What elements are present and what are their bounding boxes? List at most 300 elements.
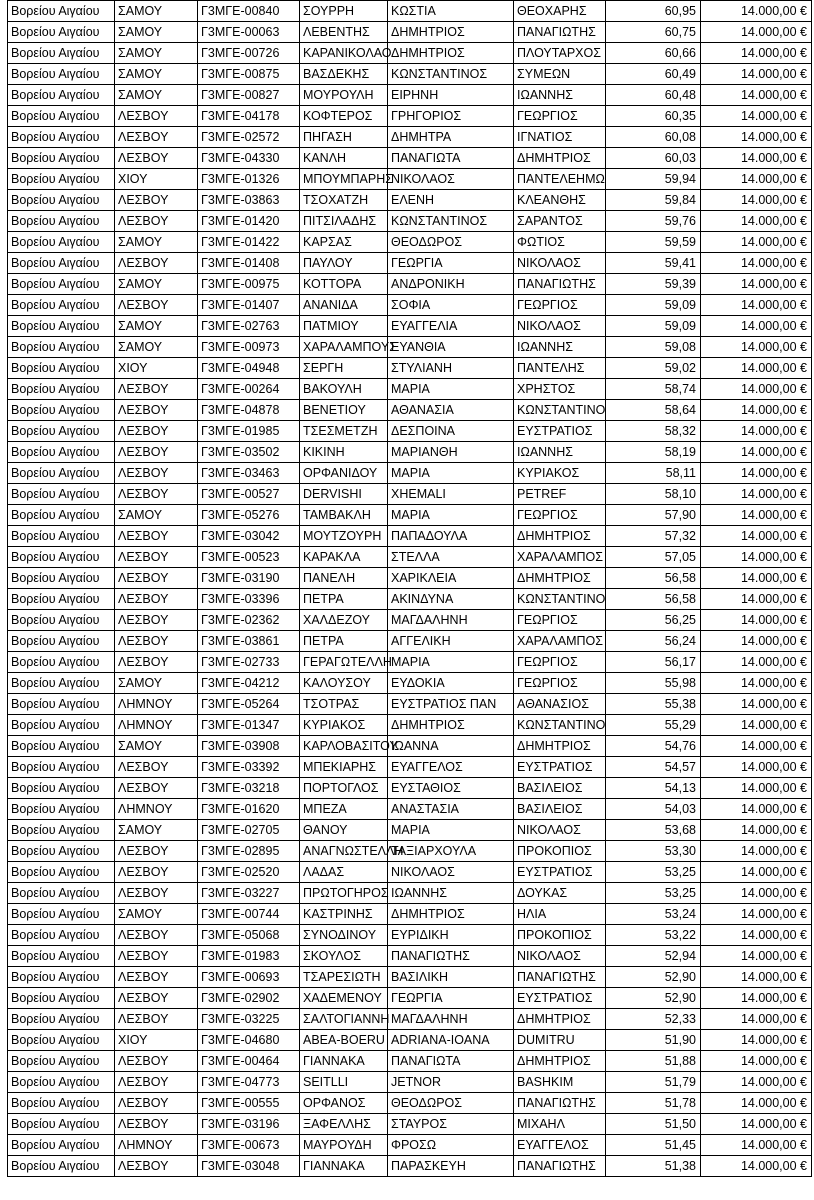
region-cell: Βορείου Αιγαίου [8, 736, 115, 757]
region-cell: Βορείου Αιγαίου [8, 631, 115, 652]
first-name-cell: ΓΕΩΡΓΙΑ [388, 988, 514, 1009]
surname-cell: ΒΑΣΔΕΚΗΣ [300, 64, 388, 85]
prefecture-cell: ΛΕΣΒΟΥ [115, 106, 198, 127]
score-cell: 54,76 [606, 736, 701, 757]
score-cell: 51,38 [606, 1156, 701, 1177]
score-cell: 52,94 [606, 946, 701, 967]
father-name-cell: ΔΗΜΗΤΡΙΟΣ [514, 526, 606, 547]
amount-cell: 14.000,00 € [701, 1009, 812, 1030]
region-cell: Βορείου Αιγαίου [8, 1093, 115, 1114]
score-cell: 59,59 [606, 232, 701, 253]
surname-cell: ΧΑΔΕΜΕΝΟΥ [300, 988, 388, 1009]
table-row [8, 547, 812, 568]
first-name-cell: ΘΕΟΔΩΡΟΣ [388, 1093, 514, 1114]
amount-cell: 14.000,00 € [701, 757, 812, 778]
region-cell: Βορείου Αιγαίου [8, 1009, 115, 1030]
application-code-cell: Γ3ΜΓΕ-04212 [198, 673, 300, 694]
application-code-cell: Γ3ΜΓΕ-03863 [198, 190, 300, 211]
score-cell: 60,48 [606, 85, 701, 106]
table-row [8, 148, 812, 169]
application-code-cell: Γ3ΜΓΕ-00673 [198, 1135, 300, 1156]
father-name-cell: ΕΥΣΤΡΑΤΙΟΣ [514, 421, 606, 442]
table-body [8, 1, 812, 1177]
first-name-cell: ΠΑΡΑΣΚΕΥΗ [388, 1156, 514, 1177]
score-cell: 58,32 [606, 421, 701, 442]
prefecture-cell: ΣΑΜΟΥ [115, 22, 198, 43]
application-code-cell: Γ3ΜΓΕ-02763 [198, 316, 300, 337]
surname-cell: ΚΟΦΤΕΡΟΣ [300, 106, 388, 127]
application-code-cell: Γ3ΜΓΕ-00973 [198, 337, 300, 358]
prefecture-cell: ΣΑΜΟΥ [115, 505, 198, 526]
father-name-cell: ΙΓΝΑΤΙΟΣ [514, 127, 606, 148]
application-code-cell: Γ3ΜΓΕ-05276 [198, 505, 300, 526]
first-name-cell: ΕΥΑΓΓΕΛΙΑ [388, 316, 514, 337]
surname-cell: ΚΑΣΤΡΙΝΗΣ [300, 904, 388, 925]
surname-cell: ΠΑΤΜΙΟΥ [300, 316, 388, 337]
score-cell: 52,90 [606, 988, 701, 1009]
amount-cell: 14.000,00 € [701, 862, 812, 883]
region-cell: Βορείου Αιγαίου [8, 379, 115, 400]
score-cell: 55,29 [606, 715, 701, 736]
surname-cell: ΣΟΥΡΡΗ [300, 1, 388, 22]
table-row [8, 736, 812, 757]
first-name-cell: ΕΛΕΝΗ [388, 190, 514, 211]
first-name-cell: ΑΘΑΝΑΣΙΑ [388, 400, 514, 421]
amount-cell: 14.000,00 € [701, 169, 812, 190]
surname-cell: ΧΑΛΔΕΖΟΥ [300, 610, 388, 631]
region-cell: Βορείου Αιγαίου [8, 778, 115, 799]
father-name-cell: ΠΡΟΚΟΠΙΟΣ [514, 841, 606, 862]
father-name-cell: ΕΥΣΤΡΑΤΙΟΣ [514, 757, 606, 778]
application-code-cell: Γ3ΜΓΕ-01408 [198, 253, 300, 274]
region-cell: Βορείου Αιγαίου [8, 967, 115, 988]
prefecture-cell: ΛΕΣΒΟΥ [115, 946, 198, 967]
amount-cell: 14.000,00 € [701, 1051, 812, 1072]
prefecture-cell: ΛΕΣΒΟΥ [115, 379, 198, 400]
region-cell: Βορείου Αιγαίου [8, 295, 115, 316]
region-cell: Βορείου Αιγαίου [8, 22, 115, 43]
father-name-cell: ΠΑΝΑΓΙΩΤΗΣ [514, 1156, 606, 1177]
father-name-cell: ΙΩΑΝΝΗΣ [514, 85, 606, 106]
surname-cell: ΚΑΛΟΥΣΟΥ [300, 673, 388, 694]
amount-cell: 14.000,00 € [701, 631, 812, 652]
father-name-cell: ΚΛΕΑΝΘΗΣ [514, 190, 606, 211]
region-cell: Βορείου Αιγαίου [8, 925, 115, 946]
score-cell: 60,49 [606, 64, 701, 85]
score-cell: 53,24 [606, 904, 701, 925]
amount-cell: 14.000,00 € [701, 715, 812, 736]
table-row [8, 1093, 812, 1114]
prefecture-cell: ΣΑΜΟΥ [115, 274, 198, 295]
table-row [8, 820, 812, 841]
prefecture-cell: ΣΑΜΟΥ [115, 673, 198, 694]
prefecture-cell: ΛΕΣΒΟΥ [115, 568, 198, 589]
score-cell: 59,09 [606, 316, 701, 337]
table-row [8, 400, 812, 421]
table-row [8, 127, 812, 148]
prefecture-cell: ΣΑΜΟΥ [115, 64, 198, 85]
prefecture-cell: ΛΕΣΒΟΥ [115, 400, 198, 421]
surname-cell: ABEA-BOERU [300, 1030, 388, 1051]
amount-cell: 14.000,00 € [701, 127, 812, 148]
region-cell: Βορείου Αιγαίου [8, 400, 115, 421]
region-cell: Βορείου Αιγαίου [8, 43, 115, 64]
region-cell: Βορείου Αιγαίου [8, 484, 115, 505]
score-cell: 56,58 [606, 568, 701, 589]
region-cell: Βορείου Αιγαίου [8, 673, 115, 694]
prefecture-cell: ΛΕΣΒΟΥ [115, 1114, 198, 1135]
amount-cell: 14.000,00 € [701, 190, 812, 211]
application-code-cell: Γ3ΜΓΕ-01347 [198, 715, 300, 736]
application-code-cell: Γ3ΜΓΕ-00744 [198, 904, 300, 925]
surname-cell: ΣΥΝΟΔΙΝΟΥ [300, 925, 388, 946]
application-code-cell: Γ3ΜΓΕ-01620 [198, 799, 300, 820]
amount-cell: 14.000,00 € [701, 673, 812, 694]
amount-cell: 14.000,00 € [701, 379, 812, 400]
first-name-cell: ΣΤΑΥΡΟΣ [388, 1114, 514, 1135]
surname-cell: ΧΑΡΑΛΑΜΠΟΥΣ [300, 337, 388, 358]
surname-cell: ΠΕΤΡΑ [300, 631, 388, 652]
region-cell: Βορείου Αιγαίου [8, 127, 115, 148]
region-cell: Βορείου Αιγαίου [8, 169, 115, 190]
region-cell: Βορείου Αιγαίου [8, 652, 115, 673]
table-row [8, 841, 812, 862]
region-cell: Βορείου Αιγαίου [8, 1114, 115, 1135]
table-row [8, 379, 812, 400]
first-name-cell: ΕΥΣΤΑΘΙΟΣ [388, 778, 514, 799]
region-cell: Βορείου Αιγαίου [8, 946, 115, 967]
surname-cell: ΘΑΝΟΥ [300, 820, 388, 841]
amount-cell: 14.000,00 € [701, 106, 812, 127]
score-cell: 58,10 [606, 484, 701, 505]
first-name-cell: ΑΝΔΡΟΝΙΚΗ [388, 274, 514, 295]
amount-cell: 14.000,00 € [701, 421, 812, 442]
score-cell: 59,41 [606, 253, 701, 274]
score-cell: 53,30 [606, 841, 701, 862]
amount-cell: 14.000,00 € [701, 799, 812, 820]
application-code-cell: Γ3ΜΓΕ-03463 [198, 463, 300, 484]
surname-cell: ΚΥΡΙΑΚΟΣ [300, 715, 388, 736]
first-name-cell: ΔΗΜΗΤΡΙΟΣ [388, 715, 514, 736]
application-code-cell: Γ3ΜΓΕ-02733 [198, 652, 300, 673]
region-cell: Βορείου Αιγαίου [8, 1135, 115, 1156]
first-name-cell: ΕΥΔΟΚΙΑ [388, 673, 514, 694]
region-cell: Βορείου Αιγαίου [8, 1, 115, 22]
score-cell: 58,74 [606, 379, 701, 400]
surname-cell: ΟΡΦΑΝΟΣ [300, 1093, 388, 1114]
table-row [8, 505, 812, 526]
region-cell: Βορείου Αιγαίου [8, 442, 115, 463]
first-name-cell: ΜΑΓΔΑΛΗΝΗ [388, 610, 514, 631]
amount-cell: 14.000,00 € [701, 778, 812, 799]
table-row [8, 190, 812, 211]
surname-cell: ΣΚΟΥΛΟΣ [300, 946, 388, 967]
application-code-cell: Γ3ΜΓΕ-02572 [198, 127, 300, 148]
surname-cell: ΜΠΟΥΜΠΑΡΗΣ [300, 169, 388, 190]
prefecture-cell: ΛΕΣΒΟΥ [115, 1072, 198, 1093]
table-row [8, 1051, 812, 1072]
first-name-cell: ΜΑΡΙΑ [388, 379, 514, 400]
score-cell: 59,09 [606, 295, 701, 316]
surname-cell: DERVISHI [300, 484, 388, 505]
father-name-cell: ΒΑΣΙΛΕΙΟΣ [514, 778, 606, 799]
prefecture-cell: ΛΕΣΒΟΥ [115, 862, 198, 883]
table-row [8, 43, 812, 64]
region-cell: Βορείου Αιγαίου [8, 505, 115, 526]
table-row [8, 85, 812, 106]
region-cell: Βορείου Αιγαίου [8, 715, 115, 736]
prefecture-cell: ΛΗΜΝΟΥ [115, 1135, 198, 1156]
prefecture-cell: ΛΕΣΒΟΥ [115, 967, 198, 988]
father-name-cell: ΓΕΩΡΓΙΟΣ [514, 295, 606, 316]
table-row [8, 778, 812, 799]
first-name-cell: ΔΕΣΠΟΙΝΑ [388, 421, 514, 442]
surname-cell: ΠΟΡΤΟΓΛΟΣ [300, 778, 388, 799]
application-code-cell: Γ3ΜΓΕ-05264 [198, 694, 300, 715]
first-name-cell: ΔΗΜΗΤΡΙΟΣ [388, 904, 514, 925]
table-row [8, 1, 812, 22]
score-cell: 52,33 [606, 1009, 701, 1030]
amount-cell: 14.000,00 € [701, 505, 812, 526]
father-name-cell: ΠΛΟΥΤΑΡΧΟΣ [514, 43, 606, 64]
father-name-cell: ΕΥΑΓΓΕΛΟΣ [514, 1135, 606, 1156]
table-row [8, 715, 812, 736]
amount-cell: 14.000,00 € [701, 1156, 812, 1177]
first-name-cell: ΣΤΕΛΛΑ [388, 547, 514, 568]
application-code-cell: Γ3ΜΓΕ-03225 [198, 1009, 300, 1030]
score-cell: 59,08 [606, 337, 701, 358]
father-name-cell: ΑΘΑΝΑΣΙΟΣ [514, 694, 606, 715]
prefecture-cell: ΛΕΣΒΟΥ [115, 463, 198, 484]
amount-cell: 14.000,00 € [701, 43, 812, 64]
father-name-cell: ΓΕΩΡΓΙΟΣ [514, 106, 606, 127]
application-code-cell: Γ3ΜΓΕ-01422 [198, 232, 300, 253]
table-row [8, 904, 812, 925]
beneficiaries-table [7, 0, 812, 1177]
prefecture-cell: ΛΕΣΒΟΥ [115, 253, 198, 274]
application-code-cell: Γ3ΜΓΕ-04773 [198, 1072, 300, 1093]
first-name-cell: ΠΑΠΑΔΟΥΛΑ [388, 526, 514, 547]
application-code-cell: Γ3ΜΓΕ-01326 [198, 169, 300, 190]
surname-cell: ΞΑΦΕΛΛΗΣ [300, 1114, 388, 1135]
table-row [8, 1135, 812, 1156]
region-cell: Βορείου Αιγαίου [8, 190, 115, 211]
application-code-cell: Γ3ΜΓΕ-03861 [198, 631, 300, 652]
first-name-cell: ΙΩΑΝΝΗΣ [388, 883, 514, 904]
father-name-cell: ΝΙΚΟΛΑΟΣ [514, 946, 606, 967]
application-code-cell: Γ3ΜΓΕ-02705 [198, 820, 300, 841]
amount-cell: 14.000,00 € [701, 967, 812, 988]
prefecture-cell: ΛΕΣΒΟΥ [115, 190, 198, 211]
region-cell: Βορείου Αιγαίου [8, 1156, 115, 1177]
father-name-cell: ΝΙΚΟΛΑΟΣ [514, 253, 606, 274]
first-name-cell: ADRIANA-IOANA [388, 1030, 514, 1051]
table-row [8, 253, 812, 274]
prefecture-cell: ΛΕΣΒΟΥ [115, 589, 198, 610]
first-name-cell: ΜΑΡΙΑ [388, 652, 514, 673]
amount-cell: 14.000,00 € [701, 1072, 812, 1093]
prefecture-cell: ΛΕΣΒΟΥ [115, 1156, 198, 1177]
region-cell: Βορείου Αιγαίου [8, 64, 115, 85]
surname-cell: ΚΑΡΛΟΒΑΣΙΤΟΥ [300, 736, 388, 757]
score-cell: 53,25 [606, 862, 701, 883]
prefecture-cell: ΛΕΣΒΟΥ [115, 295, 198, 316]
amount-cell: 14.000,00 € [701, 736, 812, 757]
surname-cell: ΜΟΥΤΖΟΥΡΗ [300, 526, 388, 547]
father-name-cell: ΧΑΡΑΛΑΜΠΟΣ [514, 547, 606, 568]
application-code-cell: Γ3ΜΓΕ-02520 [198, 862, 300, 883]
application-code-cell: Γ3ΜΓΕ-00875 [198, 64, 300, 85]
prefecture-cell: ΛΕΣΒΟΥ [115, 421, 198, 442]
father-name-cell: ΝΙΚΟΛΑΟΣ [514, 820, 606, 841]
father-name-cell: ΗΛΙΑ [514, 904, 606, 925]
region-cell: Βορείου Αιγαίου [8, 148, 115, 169]
score-cell: 54,57 [606, 757, 701, 778]
application-code-cell: Γ3ΜΓΕ-00527 [198, 484, 300, 505]
surname-cell: ΤΣΑΡΕΣΙΩΤΗ [300, 967, 388, 988]
surname-cell: ΠΕΤΡΑ [300, 589, 388, 610]
application-code-cell: Γ3ΜΓΕ-03190 [198, 568, 300, 589]
score-cell: 53,68 [606, 820, 701, 841]
father-name-cell: ΠΑΝΑΓΙΩΤΗΣ [514, 1093, 606, 1114]
surname-cell: ΑΝΑΓΝΩΣΤΕΛΛΗ [300, 841, 388, 862]
score-cell: 58,19 [606, 442, 701, 463]
father-name-cell: ΔΗΜΗΤΡΙΟΣ [514, 1051, 606, 1072]
prefecture-cell: ΣΑΜΟΥ [115, 232, 198, 253]
score-cell: 51,45 [606, 1135, 701, 1156]
surname-cell: ΓΙΑΝΝΑΚΑ [300, 1156, 388, 1177]
region-cell: Βορείου Αιγαίου [8, 694, 115, 715]
first-name-cell: ΔΗΜΗΤΡΙΟΣ [388, 22, 514, 43]
score-cell: 59,76 [606, 211, 701, 232]
prefecture-cell: ΛΕΣΒΟΥ [115, 988, 198, 1009]
score-cell: 59,94 [606, 169, 701, 190]
father-name-cell: ΔΗΜΗΤΡΙΟΣ [514, 1009, 606, 1030]
father-name-cell: ΔΗΜΗΤΡΙΟΣ [514, 568, 606, 589]
father-name-cell: ΧΑΡΑΛΑΜΠΟΣ [514, 631, 606, 652]
first-name-cell: ΣΟΦΙΑ [388, 295, 514, 316]
score-cell: 51,79 [606, 1072, 701, 1093]
region-cell: Βορείου Αιγαίου [8, 1030, 115, 1051]
region-cell: Βορείου Αιγαίου [8, 85, 115, 106]
father-name-cell: ΝΙΚΟΛΑΟΣ [514, 316, 606, 337]
score-cell: 53,22 [606, 925, 701, 946]
father-name-cell: ΓΕΩΡΓΙΟΣ [514, 610, 606, 631]
surname-cell: ΜΑΥΡΟΥΔΗ [300, 1135, 388, 1156]
table-row [8, 1114, 812, 1135]
prefecture-cell: ΛΕΣΒΟΥ [115, 841, 198, 862]
amount-cell: 14.000,00 € [701, 820, 812, 841]
surname-cell: ΤΑΜΒΑΚΛΗ [300, 505, 388, 526]
first-name-cell: ΘΕΟΔΩΡΟΣ [388, 232, 514, 253]
father-name-cell: ΘΕΟΧΑΡΗΣ [514, 1, 606, 22]
score-cell: 53,25 [606, 883, 701, 904]
first-name-cell: ΕΥΑΝΘΙΑ [388, 337, 514, 358]
score-cell: 56,17 [606, 652, 701, 673]
father-name-cell: ΠΑΝΑΓΙΩΤΗΣ [514, 967, 606, 988]
first-name-cell: ΒΑΣΙΛΙΚΗ [388, 967, 514, 988]
amount-cell: 14.000,00 € [701, 316, 812, 337]
amount-cell: 14.000,00 € [701, 85, 812, 106]
application-code-cell: Γ3ΜΓΕ-03227 [198, 883, 300, 904]
application-code-cell: Γ3ΜΓΕ-00464 [198, 1051, 300, 1072]
amount-cell: 14.000,00 € [701, 1114, 812, 1135]
surname-cell: ΑΝΑΝΙΔΑ [300, 295, 388, 316]
application-code-cell: Γ3ΜΓΕ-00555 [198, 1093, 300, 1114]
first-name-cell: ΕΙΡΗΝΗ [388, 85, 514, 106]
table-row [8, 988, 812, 1009]
region-cell: Βορείου Αιγαίου [8, 274, 115, 295]
father-name-cell: ΚΥΡΙΑΚΟΣ [514, 463, 606, 484]
score-cell: 57,90 [606, 505, 701, 526]
amount-cell: 14.000,00 € [701, 484, 812, 505]
region-cell: Βορείου Αιγαίου [8, 862, 115, 883]
region-cell: Βορείου Αιγαίου [8, 1072, 115, 1093]
table-row [8, 568, 812, 589]
prefecture-cell: ΛΕΣΒΟΥ [115, 526, 198, 547]
amount-cell: 14.000,00 € [701, 652, 812, 673]
table-row [8, 169, 812, 190]
surname-cell: ΠΑΝΕΛΗ [300, 568, 388, 589]
prefecture-cell: ΛΗΜΝΟΥ [115, 694, 198, 715]
application-code-cell: Γ3ΜΓΕ-02362 [198, 610, 300, 631]
application-code-cell: Γ3ΜΓΕ-03218 [198, 778, 300, 799]
table-row [8, 1009, 812, 1030]
score-cell: 55,38 [606, 694, 701, 715]
father-name-cell: ΚΩΝΣΤΑΝΤΙΝΟ [514, 589, 606, 610]
score-cell: 52,90 [606, 967, 701, 988]
application-code-cell: Γ3ΜΓΕ-02902 [198, 988, 300, 1009]
table-row [8, 484, 812, 505]
table-row [8, 64, 812, 85]
first-name-cell: ΠΑΝΑΓΙΩΤΗΣ [388, 946, 514, 967]
first-name-cell: ΝΙΚΟΛΑΟΣ [388, 862, 514, 883]
table-row [8, 316, 812, 337]
region-cell: Βορείου Αιγαίου [8, 883, 115, 904]
amount-cell: 14.000,00 € [701, 64, 812, 85]
first-name-cell: ΜΑΓΔΑΛΗΝΗ [388, 1009, 514, 1030]
first-name-cell: ΓΕΩΡΓΙΑ [388, 253, 514, 274]
table-row [8, 589, 812, 610]
prefecture-cell: ΛΗΜΝΟΥ [115, 715, 198, 736]
first-name-cell: ΕΥΣΤΡΑΤΙΟΣ ΠΑΝ [388, 694, 514, 715]
surname-cell: ΚΑΡΑΝΙΚΟΛΑΟ [300, 43, 388, 64]
first-name-cell: ΝΙΚΟΛΑΟΣ [388, 169, 514, 190]
region-cell: Βορείου Αιγαίου [8, 820, 115, 841]
first-name-cell: ΜΑΡΙΑ [388, 463, 514, 484]
surname-cell: ΠΑΥΛΟΥ [300, 253, 388, 274]
table-row [8, 106, 812, 127]
amount-cell: 14.000,00 € [701, 526, 812, 547]
amount-cell: 14.000,00 € [701, 988, 812, 1009]
table-row [8, 211, 812, 232]
application-code-cell: Γ3ΜΓΕ-05068 [198, 925, 300, 946]
surname-cell: ΤΣΕΣΜΕΤΖΗ [300, 421, 388, 442]
prefecture-cell: ΛΕΣΒΟΥ [115, 547, 198, 568]
application-code-cell: Γ3ΜΓΕ-04178 [198, 106, 300, 127]
region-cell: Βορείου Αιγαίου [8, 610, 115, 631]
prefecture-cell: ΣΑΜΟΥ [115, 1, 198, 22]
amount-cell: 14.000,00 € [701, 295, 812, 316]
table-row [8, 694, 812, 715]
father-name-cell: BASHKIM [514, 1072, 606, 1093]
surname-cell: ΟΡΦΑΝΙΔΟΥ [300, 463, 388, 484]
surname-cell: ΒΑΚΟΥΛΗ [300, 379, 388, 400]
application-code-cell: Γ3ΜΓΕ-01983 [198, 946, 300, 967]
region-cell: Βορείου Αιγαίου [8, 841, 115, 862]
table-row [8, 925, 812, 946]
surname-cell: ΚΟΤΤΟΡΑ [300, 274, 388, 295]
